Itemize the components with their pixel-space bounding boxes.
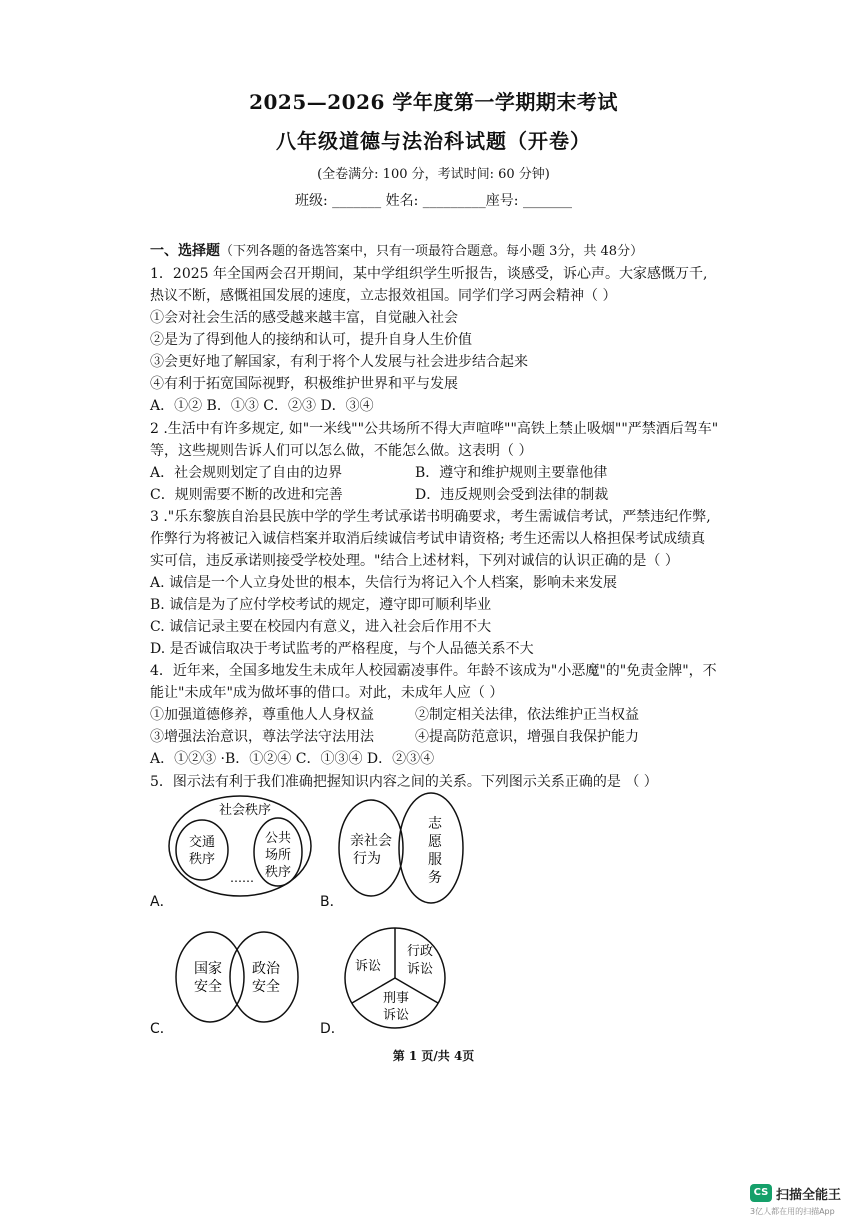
diagram-a-outer-label: 社会秩序 [218, 803, 272, 818]
q5-label-d: D． [320, 1021, 345, 1037]
q1-stem-line2: 热议不断，感慨祖国发展的速度，立志报效祖国。同学们学习两会精神（ ） [150, 288, 617, 304]
diagram-b-right-label-1: 志 [428, 816, 442, 832]
diagram-c [170, 925, 310, 1035]
diagram-b-left-label-1: 亲社会 [350, 833, 392, 849]
q1-stem-line1: 1．2025 年全国两会召开期间，某中学组织学生听报告，谈感受，诉心声。大家感慨万千, [150, 266, 708, 282]
q1-statement-1: ①会对社会生活的感受越来越丰富，自觉融入社会 [150, 310, 458, 326]
q4-stem-line1: 4．近年来，全国多地发生未成年人校园霸凌事件。年龄不该成为"小恶魔"的"免责金牌"，不 [150, 663, 717, 679]
q5-label-c: C． [150, 1021, 174, 1037]
diagram-c-right-label-1: 政治 [252, 961, 280, 977]
diagram-b [335, 790, 465, 910]
q2-option-b: B．遵守和维护规则主要靠他律 [415, 465, 608, 481]
diagram-b-right-label-2: 愿 [428, 834, 442, 850]
section-heading [150, 240, 643, 260]
diagram-a-left-label-1: 交通 [188, 835, 216, 850]
q1-statement-3: ③会更好地了解国家，有利于将个人发展与社会进步结合起来 [150, 354, 528, 370]
section-note: （下列各题的备选答案中，只有一项最符合题意。每小题 3分，共 48分） [220, 244, 644, 259]
diagram-c-right-ellipse [230, 932, 298, 1022]
q2-option-c: C．规则需要不断的改进和完善 [150, 487, 343, 503]
q3-option-a: A. 诚信是一个人立身处世的根本，失信行为将记入个人档案，影响未来发展 [150, 575, 618, 591]
exam-title: 2025—2026 学年度第一学期期末考试 [249, 90, 618, 114]
q1-statement-2: ②是为了得到他人的接纳和认可，提升自身人生价值 [150, 332, 472, 348]
q5-stem: 5．图示法有利于我们准确把握知识内容之间的关系。下列图示关系正确的是 （ ） [150, 774, 658, 790]
diagram-c-right-label-2: 安全 [252, 979, 280, 995]
diagram-a-left-label-2: 秩序 [188, 852, 216, 867]
diagram-a-right-label-2: 场所 [264, 848, 292, 863]
diagram-d-bottom-label-1: 刑事 [382, 991, 410, 1006]
q2-stem-line2: 等，这些规则告诉人们可以怎么做，不能怎么做。这表明（ ） [150, 443, 533, 459]
diagram-d-bottom-label-2: 诉讼 [382, 1008, 410, 1023]
student-info-line: 班级: _______ 姓名: _________座号: _______ [295, 193, 572, 209]
diagram-c-left-label-2: 安全 [194, 979, 222, 995]
q4-statement-3: ③增强法治意识，尊法学法守法用法 [150, 729, 374, 745]
q4-statement-4: ④提高防范意识，增强自我保护能力 [415, 729, 639, 745]
q3-stem-line3: 实可信，违反承诺则接受学校处理。"结合上述材料，下列对诚信的认识正确的是（ ） [150, 553, 679, 569]
diagram-a-right-label-3: 秩序 [264, 865, 292, 880]
q5-label-a: A． [150, 894, 174, 910]
q1-options: A．①② B．①③ C．②③ D．③④ [150, 398, 374, 414]
watermark-tagline: 3亿人都在用的扫描App [750, 1207, 835, 1216]
q3-option-d: D. 是否诚信取决于考试监考的严格程度，与个人品德关系不大 [150, 641, 534, 657]
diagram-d-left-label: 诉讼 [354, 959, 382, 974]
camscanner-logo-icon: CS [750, 1184, 772, 1202]
diagram-a-right-label-1: 公共 [264, 831, 292, 846]
diagram-d-tr-label-2: 诉讼 [406, 962, 434, 977]
diagram-b-right-label-3: 服 [428, 852, 442, 868]
q2-option-d: D．违反规则会受到法律的制裁 [415, 487, 609, 503]
q1-statement-4: ④有利于拓宽国际视野，积极维护世界和平与发展 [150, 376, 458, 392]
diagram-c-left-ellipse [176, 932, 244, 1022]
q2-option-a: A．社会规则划定了自由的边界 [150, 465, 343, 481]
q4-statement-1: ①加强道德修养，尊重他人人身权益 [150, 707, 374, 723]
q3-option-b: B. 诚信是为了应付学校考试的规定，遵守即可顺利毕业 [150, 597, 492, 613]
q3-stem-line1: 3 ."乐东黎族自治县民族中学的学生考试承诺书明确要求，考生需诚信考试，严禁违纪作弊, [150, 509, 711, 525]
diagram-a-left-circle [176, 820, 228, 880]
q4-stem-line2: 能让"未成年"成为做坏事的借口。对此，未成年人应（ ） [150, 685, 504, 701]
exam-info: (全卷满分: 100 分，考试时间: 60 分钟) [317, 167, 550, 182]
scanner-watermark [748, 1182, 858, 1222]
diagram-b-right-label-4: 务 [428, 870, 442, 886]
diagram-d [340, 925, 450, 1035]
diagram-c-left-label-1: 国家 [194, 961, 222, 977]
q5-label-b: B． [320, 894, 344, 910]
watermark-app-name: 扫描全能王 [776, 1188, 842, 1203]
diagram-b-left-label-2: 行为 [353, 851, 381, 867]
q4-statement-2: ②制定相关法律，依法维护正当权益 [415, 707, 639, 723]
q2-stem-line1: 2 .生活中有许多规定, 如"一米线""公共场所不得大声喧哗""高铁上禁止吸烟""严禁酒后驾车" [150, 421, 719, 437]
section-title: 一、选择题 [150, 243, 220, 259]
q3-option-c: C. 诚信记录主要在校园内有意义，进入社会后作用不大 [150, 619, 492, 635]
diagram-d-tr-label-1: 行政 [406, 944, 434, 959]
diagram-a [160, 790, 320, 902]
page-footer: 第 1 页/共 4页 [392, 1049, 475, 1063]
q4-options: A．①②③ ·B．①②④ C．①③④ D．②③④ [150, 751, 435, 767]
diagram-a-dots: …… [230, 871, 254, 885]
exam-subtitle: 八年级道德与法治科试题（开卷） [276, 129, 591, 153]
q3-stem-line2: 作弊行为将被记入诚信档案并取消后续诚信考试申请资格; 考生还需以人格担保考试成绩真 [150, 531, 706, 547]
